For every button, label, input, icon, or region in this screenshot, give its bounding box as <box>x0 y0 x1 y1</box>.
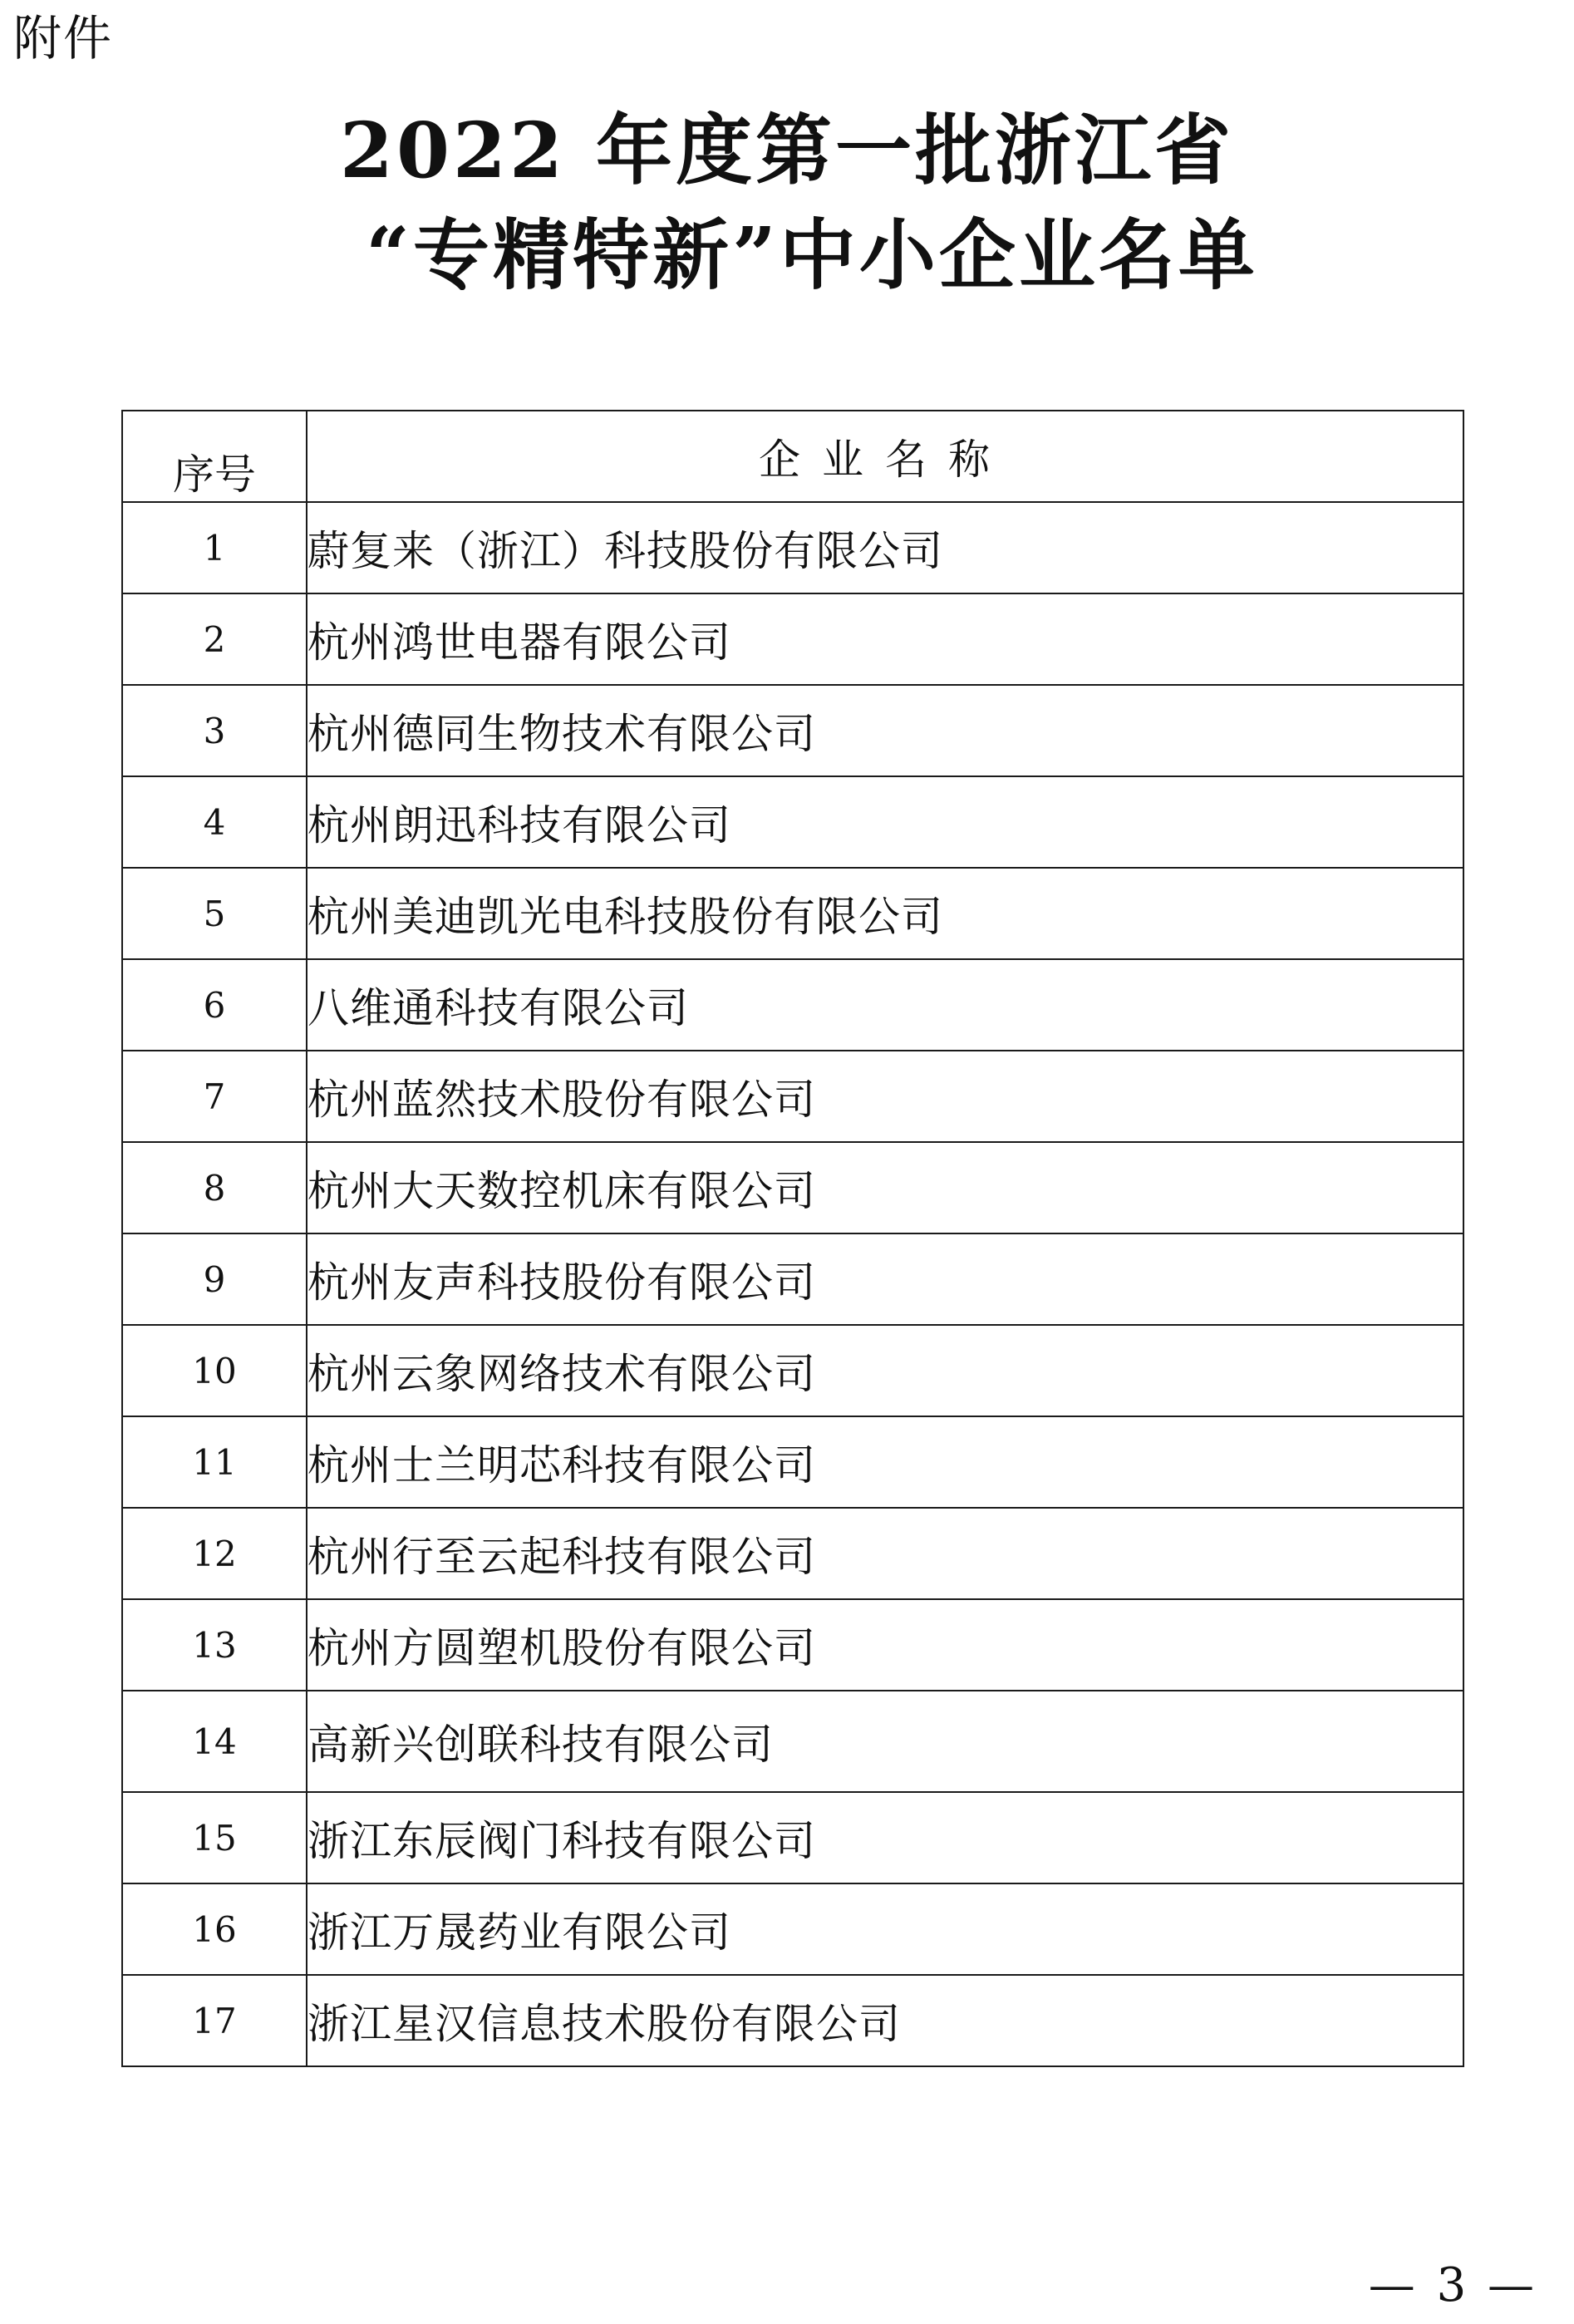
row-company-name: 高新兴创联科技有限公司 <box>307 1691 1463 1792</box>
table-header-row <box>122 411 1463 502</box>
table-row <box>122 1325 1463 1416</box>
row-company-name: 浙江星汉信息技术股份有限公司 <box>307 1975 1463 2066</box>
row-company-name: 杭州蓝然技术股份有限公司 <box>307 1051 1463 1142</box>
document-title <box>0 98 1574 308</box>
row-seq: 12 <box>122 1508 307 1599</box>
company-list-table <box>121 410 1464 2067</box>
table-row <box>122 593 1463 685</box>
table-row <box>122 776 1463 868</box>
row-seq: 4 <box>122 776 307 868</box>
row-seq: 11 <box>122 1416 307 1508</box>
row-company-name: 杭州大天数控机床有限公司 <box>307 1142 1463 1233</box>
table-row <box>122 1051 1463 1142</box>
table-row <box>122 1792 1463 1883</box>
table-row <box>122 1883 1463 1975</box>
header-company-name: 企业名称 <box>307 411 1463 502</box>
table-row <box>122 1691 1463 1792</box>
row-seq: 5 <box>122 868 307 959</box>
row-seq: 16 <box>122 1883 307 1975</box>
row-company-name: 杭州友声科技股份有限公司 <box>307 1233 1463 1325</box>
row-company-name: 杭州行至云起科技有限公司 <box>307 1508 1463 1599</box>
row-seq: 8 <box>122 1142 307 1233</box>
row-seq: 14 <box>122 1691 307 1792</box>
table-row <box>122 1599 1463 1691</box>
row-company-name: 杭州云象网络技术有限公司 <box>307 1325 1463 1416</box>
row-company-name: 浙江万晟药业有限公司 <box>307 1883 1463 1975</box>
table-row <box>122 1416 1463 1508</box>
table-row <box>122 502 1463 593</box>
page-number: — 3 — <box>1368 2258 1537 2312</box>
row-company-name: 浙江东辰阀门科技有限公司 <box>307 1792 1463 1883</box>
row-company-name: 杭州朗迅科技有限公司 <box>307 776 1463 868</box>
row-seq: 13 <box>122 1599 307 1691</box>
attachment-label: 附件 <box>13 10 114 66</box>
row-company-name: 八维通科技有限公司 <box>307 959 1463 1051</box>
row-seq: 7 <box>122 1051 307 1142</box>
row-seq: 10 <box>122 1325 307 1416</box>
table-row <box>122 685 1463 776</box>
row-company-name: 杭州士兰明芯科技有限公司 <box>307 1416 1463 1508</box>
row-seq: 3 <box>122 685 307 776</box>
row-seq: 2 <box>122 593 307 685</box>
row-seq: 1 <box>122 502 307 593</box>
row-seq: 15 <box>122 1792 307 1883</box>
table-row <box>122 868 1463 959</box>
row-company-name: 杭州方圆塑机股份有限公司 <box>307 1599 1463 1691</box>
header-seq: 序号 <box>122 411 307 502</box>
row-company-name: 蔚复来（浙江）科技股份有限公司 <box>307 502 1463 593</box>
row-company-name: 杭州德同生物技术有限公司 <box>307 685 1463 776</box>
table-row <box>122 1142 1463 1233</box>
table-row <box>122 1233 1463 1325</box>
title-line-2: “专精特新”中小企业名单 <box>366 210 1258 300</box>
table-row <box>122 1508 1463 1599</box>
table-row <box>122 1975 1463 2066</box>
row-company-name: 杭州鸿世电器有限公司 <box>307 593 1463 685</box>
row-company-name: 杭州美迪凯光电科技股份有限公司 <box>307 868 1463 959</box>
row-seq: 9 <box>122 1233 307 1325</box>
row-seq: 6 <box>122 959 307 1051</box>
title-line-1: 2022 年度第一批浙江省 <box>339 106 1235 195</box>
table-row <box>122 959 1463 1051</box>
row-seq: 17 <box>122 1975 307 2066</box>
